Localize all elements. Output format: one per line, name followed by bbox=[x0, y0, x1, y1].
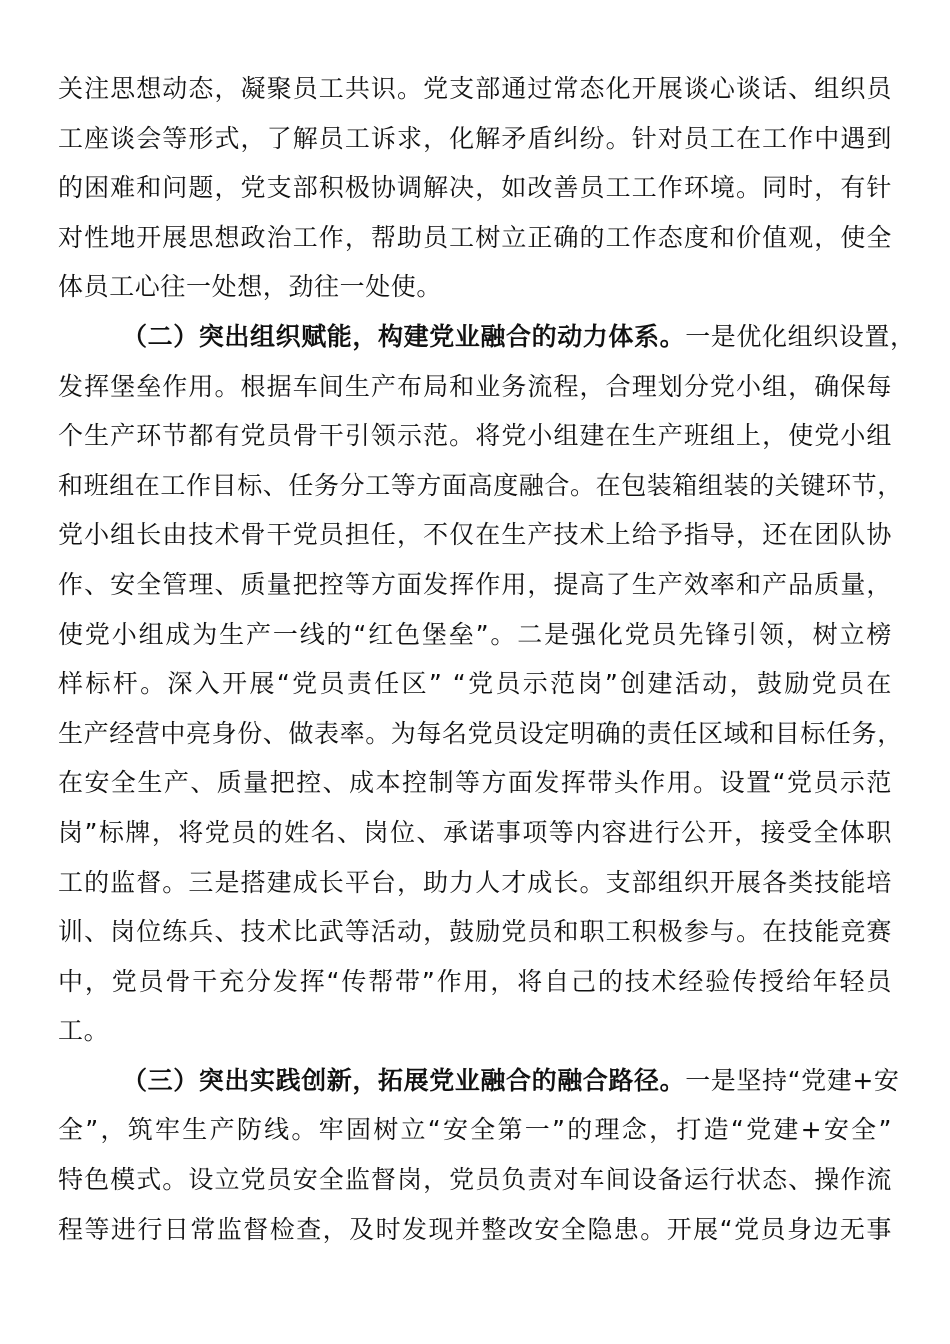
text-line: 训、岗位练兵、技术比武等活动，鼓励党员和职工积极参与。在技能竞赛 bbox=[58, 917, 892, 947]
text-line: 程等进行日常监督检查，及时发现并整改安全隐患。开展“党员身边无事 bbox=[58, 1214, 892, 1244]
text-line: 全”，筑牢生产防线。牢固树立“安全第一”的理念，打造“党建+安全” bbox=[58, 1115, 892, 1145]
text-line: 在安全生产、质量把控、成本控制等方面发挥带头作用。设置“党员示范 bbox=[58, 768, 892, 798]
text-line: 中，党员骨干充分发挥“传帮带”作用，将自己的技术经验传授给年轻员 bbox=[58, 966, 892, 996]
text-line: 工座谈会等形式，了解员工诉求，化解矛盾纠纷。针对员工在工作中遇到 bbox=[58, 123, 892, 153]
paragraph-2 bbox=[58, 312, 916, 1056]
heading-line-rest: 一是优化组织设置， bbox=[685, 321, 916, 351]
section-heading-3: （三）突出实践创新，拓展党业融合的融合路径。 bbox=[122, 1065, 686, 1095]
heading-line-rest: 一是坚持“党建+安 bbox=[685, 1065, 900, 1095]
text-line: 工。 bbox=[58, 1016, 110, 1046]
text-line: 作、安全管理、质量把控等方面发挥作用，提高了生产效率和产品质量， bbox=[58, 569, 892, 599]
document-page bbox=[58, 64, 916, 1254]
text-line: 特色模式。设立党员安全监督岗，党员负责对车间设备运行状态、操作流 bbox=[58, 1165, 892, 1195]
paragraph-heading-line bbox=[58, 1056, 900, 1106]
text-line: 样标杆。深入开展“党员责任区” “党员示范岗”创建活动，鼓励党员在 bbox=[58, 669, 892, 699]
text-line: 工的监督。三是搭建成长平台，助力人才成长。支部组织开展各类技能培 bbox=[58, 867, 892, 897]
text-line: 使党小组成为生产一线的“红色堡垒”。二是强化党员先锋引领，树立榜 bbox=[58, 619, 892, 649]
text-line: 党小组长由技术骨干党员担任，不仅在生产技术上给予指导，还在团队协 bbox=[58, 520, 892, 550]
text-line: 生产经营中亮身份、做表率。为每名党员设定明确的责任区域和目标任务， bbox=[58, 718, 903, 748]
section-heading-2: （二）突出组织赋能，构建党业融合的动力体系。 bbox=[122, 321, 686, 351]
text-line: 和班组在工作目标、任务分工等方面高度融合。在包装箱组装的关键环节， bbox=[58, 470, 903, 500]
text-line: 发挥堡垒作用。根据车间生产布局和业务流程，合理划分党小组，确保每 bbox=[58, 371, 892, 401]
text-line: 体员工心往一处想，劲往一处使。 bbox=[58, 272, 443, 302]
paragraph-3 bbox=[58, 1056, 900, 1254]
text-line: 岗”标牌，将党员的姓名、岗位、承诺事项等内容进行公开，接受全体职 bbox=[58, 817, 892, 847]
text-line: 的困难和问题，党支部积极协调解决，如改善员工工作环境。同时，有针 bbox=[58, 173, 892, 203]
text-line: 个生产环节都有党员骨干引领示范。将党小组建在生产班组上，使党小组 bbox=[58, 421, 892, 451]
paragraph-1 bbox=[58, 64, 892, 312]
text-line: 对性地开展思想政治工作，帮助员工树立正确的工作态度和价值观，使全 bbox=[58, 222, 892, 252]
paragraph-heading-line bbox=[58, 312, 916, 362]
text-line: 关注思想动态，凝聚员工共识。党支部通过常态化开展谈心谈话、组织员 bbox=[58, 74, 892, 103]
